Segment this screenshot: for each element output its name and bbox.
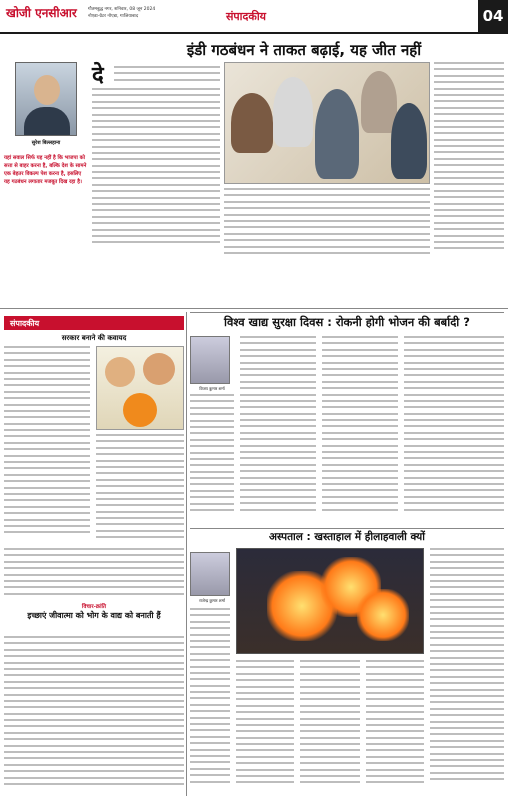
divider — [186, 312, 187, 796]
drop-cap: दे — [92, 63, 104, 88]
issue-date: गौतमबुद्ध नगर, शनिवार, 08 जून 2024 — [88, 7, 156, 12]
author-sidebar — [4, 62, 88, 186]
lead-headline: इंडी गठबंधन ने ताकत बढ़ाई, यह जीत नहीं — [186, 41, 422, 59]
section-title: संपादकीय — [226, 10, 267, 23]
editorial-body-col-2 — [96, 434, 184, 546]
lead-text-col-3 — [360, 188, 430, 260]
masthead — [0, 0, 508, 34]
hospital-fire-photo — [236, 548, 424, 654]
article-2-author-photo — [190, 336, 230, 384]
issue-region: नोएडा-ग्रेटर नोएडा, गाजियाबाद — [88, 14, 139, 19]
vichar-kranti-title: इच्छाएं जीवात्मा को भोग के वाद्य को बनाती हैं — [27, 611, 161, 620]
editorial-section-label: संपादकीय — [4, 316, 184, 330]
editorial-body-cont — [4, 548, 184, 600]
article-3-col-5 — [430, 548, 504, 796]
article-2-headline: विश्व खाद्य सुरक्षा दिवस : रोकनी होगी भोजन की बर्बादी ? — [190, 312, 504, 331]
body-text-lines — [114, 66, 220, 88]
article-2-col-3 — [322, 336, 398, 522]
article-2-col-2 — [240, 336, 316, 522]
editorial-title: सरकार बनाने की कवायद — [61, 334, 127, 342]
article-3-author-photo — [190, 552, 230, 596]
author-pull-quote: यहां सवाल सिर्फ यह नहीं है कि भाजपा को सत्ता से बाहर करना है, बल्कि देश के सामने एक बेहतर विकल्प पेश करना है, इसलिए यह गठबंधन लगातार मजबूत दिख रहा है। — [4, 155, 87, 185]
article-3-col-2 — [236, 660, 294, 790]
article-3-author-name: राजेन्द्र कुमार शर्मा — [199, 598, 225, 603]
lead-text-col-1 — [224, 188, 294, 260]
article-2-col-1 — [190, 394, 234, 522]
article-2-col-4 — [404, 336, 504, 522]
newspaper-logo: खोजी एनसीआर — [6, 6, 77, 20]
vichar-kranti-body — [4, 636, 184, 796]
article-3-col-4 — [366, 660, 424, 790]
article-2-author-name: विजय कुमार शर्मा — [199, 386, 225, 391]
article-3-col-1 — [190, 608, 230, 796]
vichar-kranti-label: विचार-क्रांति — [81, 604, 107, 610]
author-name: सुरेश बिल्लहाना — [31, 140, 61, 146]
article-3-headline: अस्पताल : खस्ताहाल में हीलाहवाली क्यों — [190, 528, 504, 545]
lead-photo-collage — [224, 62, 430, 184]
lead-text-col-2 — [292, 188, 362, 260]
lead-text-col-4 — [434, 62, 504, 260]
body-text-lines — [92, 88, 220, 252]
editorial-photo — [96, 346, 184, 430]
lead-body-column — [92, 63, 220, 252]
issue-meta — [88, 6, 198, 20]
divider — [0, 308, 508, 309]
editorial-body — [4, 346, 90, 546]
article-3-col-3 — [300, 660, 360, 790]
page-number: 04 — [478, 0, 508, 32]
author-photo — [15, 62, 77, 136]
